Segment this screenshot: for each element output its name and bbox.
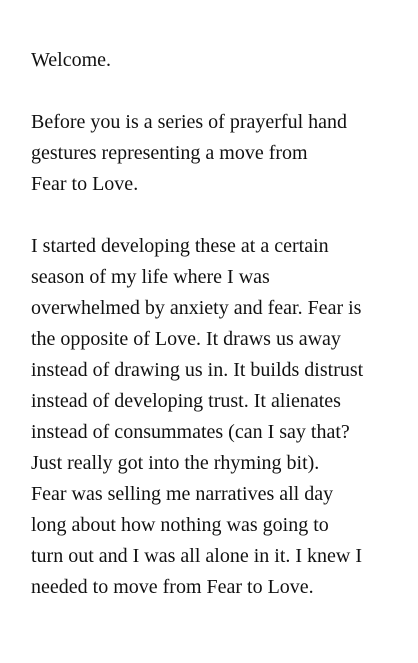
paragraph-spacer — [31, 200, 401, 231]
paragraph-spacer — [31, 76, 401, 107]
intro-paragraph: Before you is a series of prayerful hand gestures representing a move from Fear to Love. — [31, 111, 347, 195]
story-paragraph: I started developing these at a certain season of my life where I was overwhelmed by anxiety and fear. Fear is the opposite of Love. It draws us away instead of drawing us in. It builds distrust instead of developing trust. It alienates instead of consummates (can I say that? Just really got into the rhyming bit). Fear was selling me narratives all day long about how nothing was going to turn out and I was all alone in it. I knew I needed to move from Fear to Love. — [31, 235, 364, 598]
greeting-text: Welcome. — [31, 49, 112, 71]
document-body — [31, 45, 401, 603]
